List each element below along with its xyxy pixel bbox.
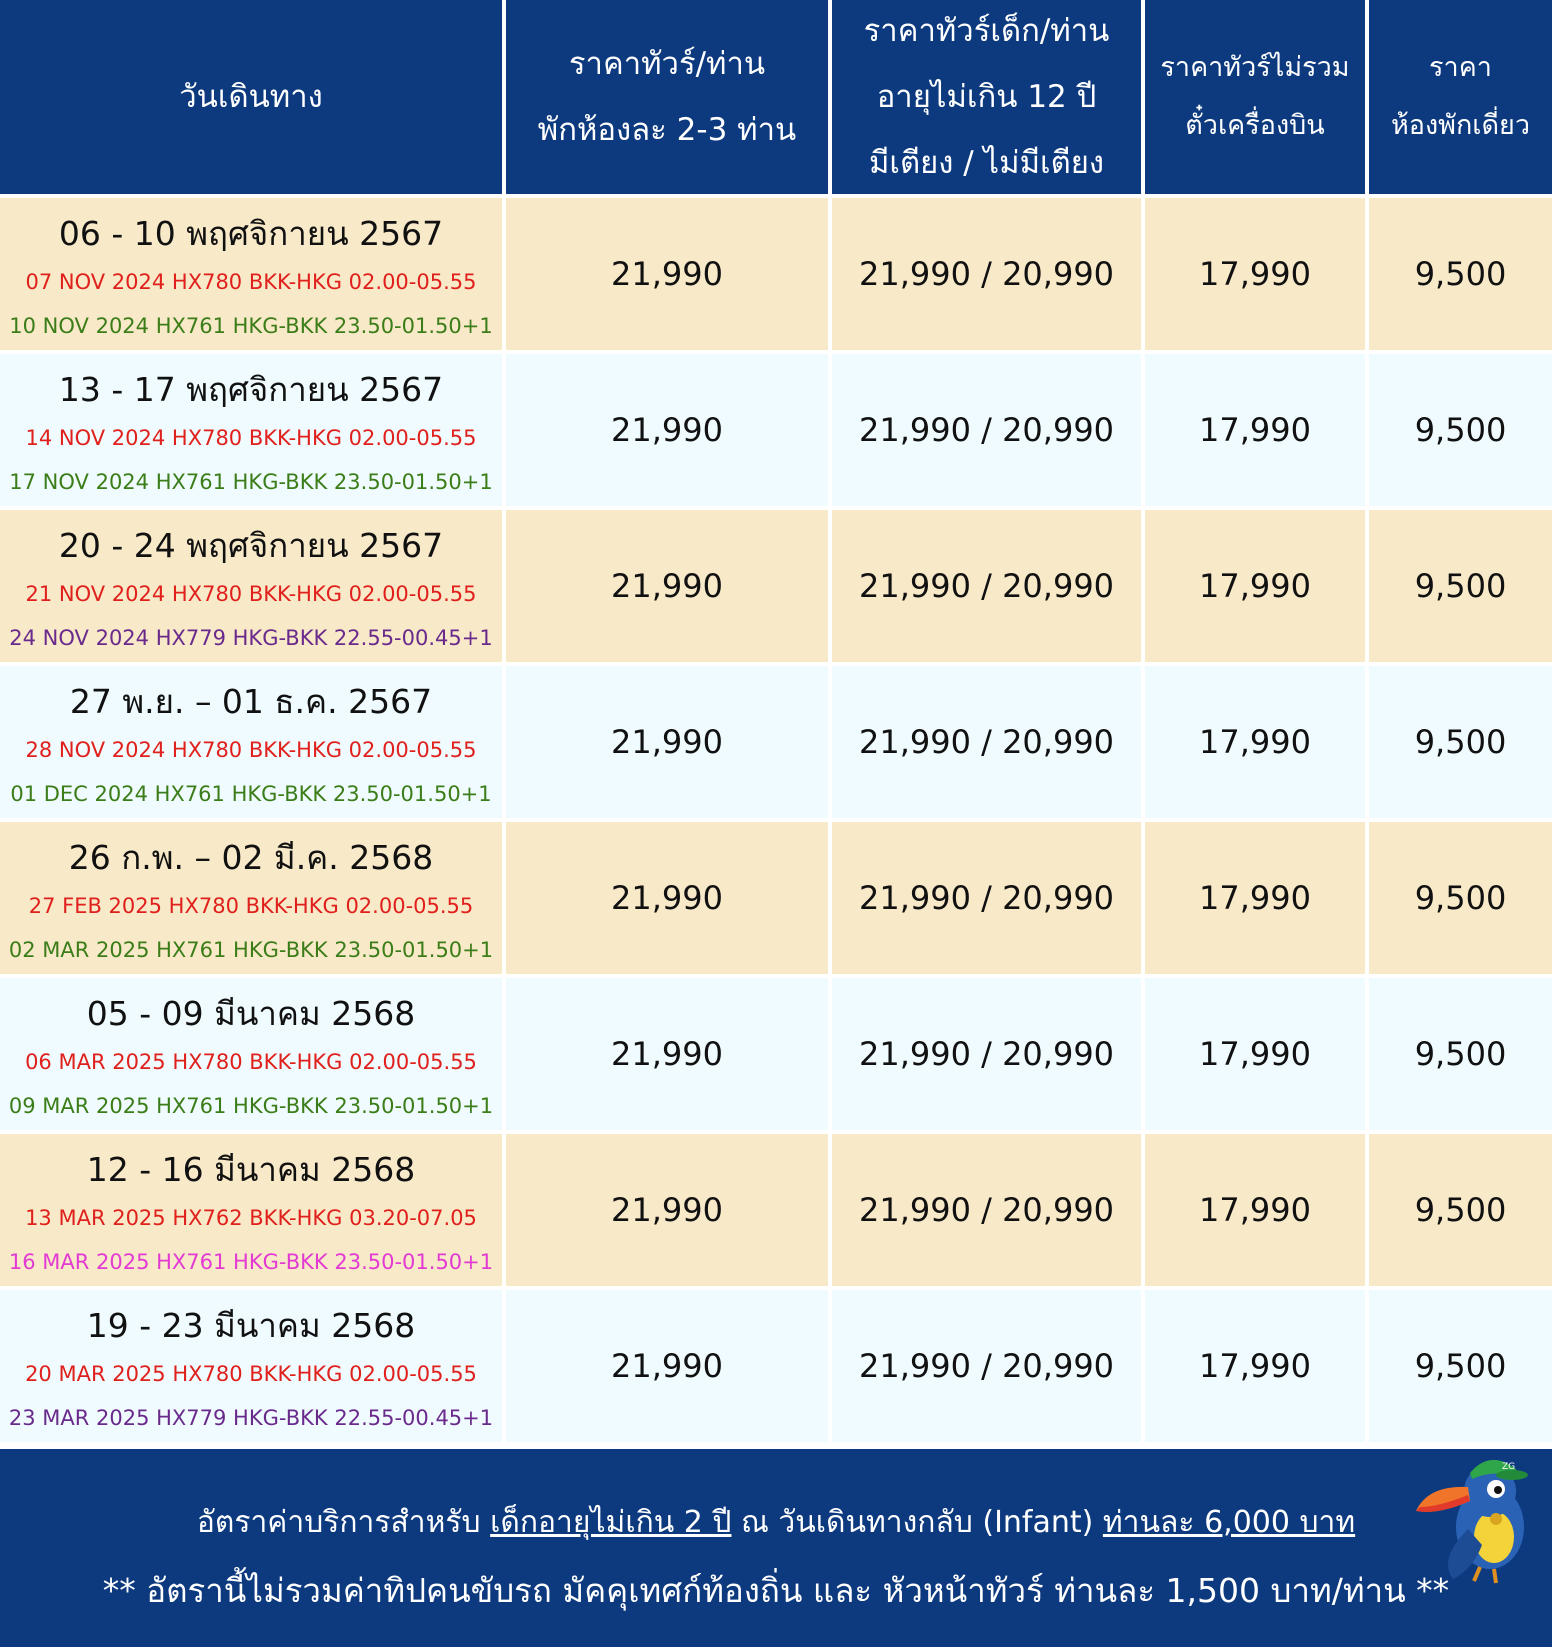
adult-price-cell [506, 198, 832, 350]
travel-date-cell [0, 354, 506, 506]
child-price: 21,990 / 20,990 [858, 1191, 1115, 1229]
table-row [0, 978, 1552, 1134]
travel-date: 19 - 23 มีนาคม 2568 [86, 1306, 416, 1345]
infant-note-price: ท่านละ 6,000 บาท [1102, 1505, 1356, 1540]
travel-date: 27 พ.ย. – 01 ธ.ค. 2567 [69, 682, 433, 721]
tip-exclusion-note: ** อัตรานี้ไม่รวมค่าทิปคนขับรถ มัคคุเทศก์ท้องถิ่น และ หัวหน้าทัวร์ ท่านละ 1,500 บาท/ท่าน ** [102, 1571, 1450, 1610]
infant-rate-note [0, 1499, 1552, 1546]
adult-price-cell [506, 978, 832, 1130]
outbound-flight: 21 NOV 2024 HX780 BKK-HKG 02.00-05.55 [25, 582, 477, 606]
table-row [0, 822, 1552, 978]
child-price-cell [832, 198, 1145, 350]
no-ticket-price: 17,990 [1199, 411, 1311, 449]
child-price-cell [832, 354, 1145, 506]
return-flight: 23 MAR 2025 HX779 HKG-BKK 22.55-00.45+1 [8, 1406, 494, 1430]
single-room-price: 9,500 [1414, 567, 1507, 605]
adult-price: 21,990 [611, 411, 723, 449]
header-no-ticket-line1: ราคาทัวร์ไม่รวม [1160, 52, 1350, 83]
header-travel-date-label: วันเดินทาง [179, 79, 323, 115]
no-ticket-price: 17,990 [1199, 1191, 1311, 1229]
infant-note-age: เด็กอายุไม่เกิน 2 ปี [490, 1505, 732, 1540]
child-price-cell [832, 510, 1145, 662]
travel-date-cell [0, 1134, 506, 1286]
single-room-price-cell [1369, 354, 1552, 506]
no-ticket-price-cell [1145, 978, 1369, 1130]
travel-date-cell [0, 822, 506, 974]
adult-price: 21,990 [611, 879, 723, 917]
child-price-cell [832, 1134, 1145, 1286]
table-row [0, 1290, 1552, 1446]
single-room-price: 9,500 [1414, 879, 1507, 917]
no-ticket-price: 17,990 [1199, 255, 1311, 293]
mascot-cap-text: ZG [1502, 1462, 1516, 1472]
header-child-price [832, 0, 1145, 194]
child-price: 21,990 / 20,990 [858, 1035, 1115, 1073]
no-ticket-price: 17,990 [1199, 1347, 1311, 1385]
return-flight: 16 MAR 2025 HX761 HKG-BKK 23.50-01.50+1 [8, 1250, 494, 1274]
no-ticket-price-cell [1145, 666, 1369, 818]
adult-price: 21,990 [611, 723, 723, 761]
outbound-flight: 20 MAR 2025 HX780 BKK-HKG 02.00-05.55 [25, 1362, 477, 1386]
header-single-room-line1: ราคา [1429, 52, 1492, 83]
no-ticket-price-cell [1145, 510, 1369, 662]
return-flight: 01 DEC 2024 HX761 HKG-BKK 23.50-01.50+1 [10, 782, 492, 806]
adult-price-cell [506, 666, 832, 818]
header-child-price-line1: ราคาทัวร์เด็ก/ท่าน [863, 13, 1110, 49]
single-room-price-cell [1369, 1134, 1552, 1286]
table-row [0, 354, 1552, 510]
header-no-ticket-line2: ตั๋วเครื่องบิน [1185, 110, 1325, 141]
table-row [0, 666, 1552, 822]
outbound-flight: 28 NOV 2024 HX780 BKK-HKG 02.00-05.55 [25, 738, 477, 762]
travel-date-cell [0, 666, 506, 818]
no-ticket-price-cell [1145, 1134, 1369, 1286]
no-ticket-price: 17,990 [1199, 567, 1311, 605]
adult-price-cell [506, 1134, 832, 1286]
travel-date: 06 - 10 พฤศจิกายน 2567 [58, 214, 444, 253]
child-price-cell [832, 978, 1145, 1130]
child-price-cell [832, 822, 1145, 974]
travel-date: 26 ก.พ. – 02 มี.ค. 2568 [68, 838, 434, 877]
table-row [0, 510, 1552, 666]
adult-price: 21,990 [611, 1191, 723, 1229]
outbound-flight: 14 NOV 2024 HX780 BKK-HKG 02.00-05.55 [25, 426, 477, 450]
header-no-ticket-price [1145, 0, 1369, 194]
adult-price: 21,990 [611, 1347, 723, 1385]
single-room-price-cell [1369, 822, 1552, 974]
single-room-price: 9,500 [1414, 1347, 1507, 1385]
single-room-price-cell [1369, 666, 1552, 818]
adult-price-cell [506, 1290, 832, 1442]
toucan-mascot-icon [1398, 1449, 1552, 1589]
header-adult-price [506, 0, 832, 194]
table-body [0, 198, 1552, 1446]
header-child-price-line3: มีเตียง / ไม่มีเตียง [868, 145, 1105, 181]
outbound-flight: 27 FEB 2025 HX780 BKK-HKG 02.00-05.55 [28, 894, 474, 918]
child-price: 21,990 / 20,990 [858, 411, 1115, 449]
single-room-price: 9,500 [1414, 1191, 1507, 1229]
adult-price: 21,990 [611, 1035, 723, 1073]
outbound-flight: 13 MAR 2025 HX762 BKK-HKG 03.20-07.05 [25, 1206, 477, 1230]
travel-date-cell [0, 978, 506, 1130]
child-price: 21,990 / 20,990 [858, 723, 1115, 761]
no-ticket-price-cell [1145, 198, 1369, 350]
single-room-price: 9,500 [1414, 723, 1507, 761]
return-flight: 09 MAR 2025 HX761 HKG-BKK 23.50-01.50+1 [8, 1094, 494, 1118]
single-room-price: 9,500 [1414, 411, 1507, 449]
return-flight: 24 NOV 2024 HX779 HKG-BKK 22.55-00.45+1 [9, 626, 493, 650]
adult-price-cell [506, 354, 832, 506]
footer-notes [0, 1449, 1552, 1647]
header-single-room-price [1369, 0, 1552, 194]
travel-date: 13 - 17 พฤศจิกายน 2567 [58, 370, 444, 409]
travel-date: 20 - 24 พฤศจิกายน 2567 [58, 526, 444, 565]
no-ticket-price: 17,990 [1199, 879, 1311, 917]
adult-price: 21,990 [611, 567, 723, 605]
child-price: 21,990 / 20,990 [858, 879, 1115, 917]
travel-date-cell [0, 510, 506, 662]
return-flight: 17 NOV 2024 HX761 HKG-BKK 23.50-01.50+1 [9, 470, 493, 494]
adult-price-cell [506, 510, 832, 662]
child-price: 21,990 / 20,990 [858, 567, 1115, 605]
header-adult-price-line1: ราคาทัวร์/ท่าน [568, 46, 766, 82]
header-adult-price-line2: พักห้องละ 2-3 ท่าน [537, 112, 797, 148]
single-room-price: 9,500 [1414, 1035, 1507, 1073]
child-price: 21,990 / 20,990 [858, 255, 1115, 293]
return-flight: 02 MAR 2025 HX761 HKG-BKK 23.50-01.50+1 [8, 938, 494, 962]
no-ticket-price: 17,990 [1199, 1035, 1311, 1073]
child-price: 21,990 / 20,990 [858, 1347, 1115, 1385]
header-single-room-line2: ห้องพักเดี่ยว [1390, 110, 1531, 141]
child-price-cell [832, 1290, 1145, 1442]
infant-note-text-c: ณ วันเดินทางกลับ (Infant) [731, 1505, 1103, 1540]
travel-date-cell [0, 198, 506, 350]
no-ticket-price-cell [1145, 822, 1369, 974]
single-room-price-cell [1369, 978, 1552, 1130]
travel-date: 05 - 09 มีนาคม 2568 [86, 994, 416, 1033]
no-ticket-price-cell [1145, 1290, 1369, 1442]
infant-note-text-a: อัตราค่าบริการสำหรับ [196, 1505, 491, 1540]
child-price-cell [832, 666, 1145, 818]
single-room-price-cell [1369, 1290, 1552, 1442]
table-row [0, 198, 1552, 354]
no-ticket-price-cell [1145, 354, 1369, 506]
adult-price-cell [506, 822, 832, 974]
outbound-flight: 06 MAR 2025 HX780 BKK-HKG 02.00-05.55 [25, 1050, 477, 1074]
outbound-flight: 07 NOV 2024 HX780 BKK-HKG 02.00-05.55 [25, 270, 477, 294]
travel-date-cell [0, 1290, 506, 1442]
single-room-price: 9,500 [1414, 255, 1507, 293]
header-child-price-line2: อายุไม่เกิน 12 ปี [876, 79, 1097, 115]
single-room-price-cell [1369, 510, 1552, 662]
single-room-price-cell [1369, 198, 1552, 350]
header-travel-date [0, 0, 506, 194]
no-ticket-price: 17,990 [1199, 723, 1311, 761]
adult-price: 21,990 [611, 255, 723, 293]
table-row [0, 1134, 1552, 1290]
table-header [0, 0, 1552, 198]
travel-date: 12 - 16 มีนาคม 2568 [86, 1150, 416, 1189]
return-flight: 10 NOV 2024 HX761 HKG-BKK 23.50-01.50+1 [9, 314, 493, 338]
